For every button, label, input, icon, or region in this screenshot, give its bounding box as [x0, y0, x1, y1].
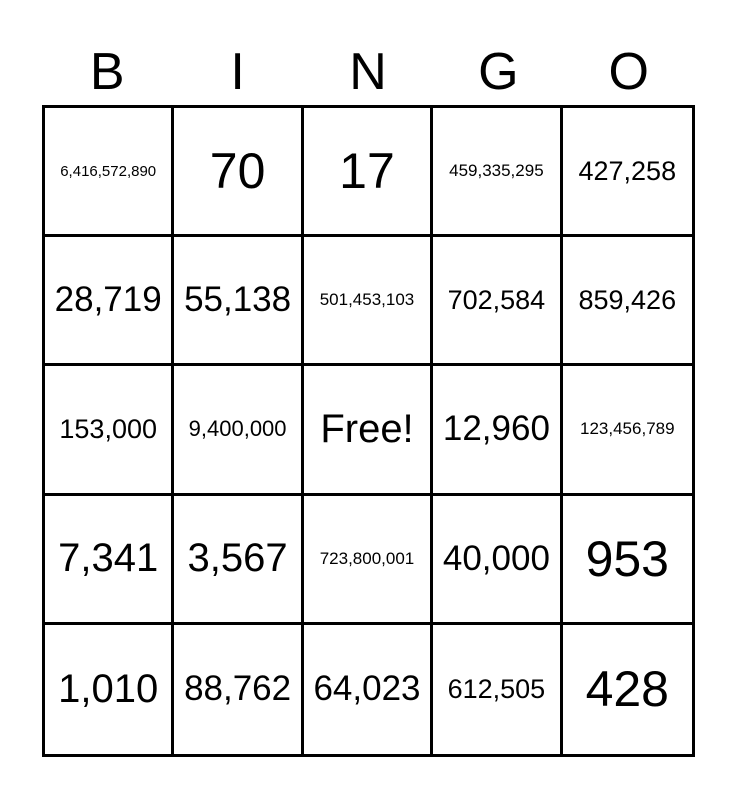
bingo-cell[interactable]: 55,138	[174, 237, 303, 366]
bingo-header	[42, 38, 695, 106]
bingo-cell[interactable]: 153,000	[45, 366, 174, 495]
bingo-cell[interactable]: 702,584	[433, 237, 562, 366]
bingo-cell[interactable]: 64,023	[304, 625, 433, 754]
bingo-cell[interactable]: 953	[563, 496, 692, 625]
header-letter-i: I	[230, 43, 245, 101]
bingo-cell[interactable]: 17	[304, 108, 433, 237]
bingo-cell[interactable]: 9,400,000	[174, 366, 303, 495]
bingo-cell[interactable]: 88,762	[174, 625, 303, 754]
bingo-cell[interactable]: 28,719	[45, 237, 174, 366]
bingo-cell[interactable]: 7,341	[45, 496, 174, 625]
bingo-cell[interactable]: 6,416,572,890	[45, 108, 174, 237]
bingo-cell[interactable]: 40,000	[433, 496, 562, 625]
bingo-card-grid	[42, 105, 695, 757]
header-letter-n: N	[349, 43, 387, 101]
bingo-cell[interactable]: 3,567	[174, 496, 303, 625]
bingo-cell[interactable]: 428	[585, 661, 669, 718]
free-space-cell[interactable]: Free!	[304, 366, 433, 495]
bingo-cell[interactable]: 123,456,789	[563, 366, 692, 495]
bingo-cell[interactable]: 1,010	[45, 625, 174, 754]
bingo-cell[interactable]: 70	[174, 108, 303, 237]
header-letter-o: O	[608, 43, 649, 101]
bingo-cell[interactable]: 723,800,001	[304, 496, 433, 625]
bingo-cell[interactable]: 427,258	[563, 108, 692, 237]
bingo-cell[interactable]: 12,960	[433, 366, 562, 495]
bingo-cell[interactable]: 612,505	[433, 625, 562, 754]
bingo-cell[interactable]: 501,453,103	[304, 237, 433, 366]
bingo-cell[interactable]: 459,335,295	[433, 108, 562, 237]
header-letter-g: G	[478, 43, 519, 101]
bingo-cell[interactable]: 859,426	[563, 237, 692, 366]
header-letter-b: B	[89, 43, 125, 101]
